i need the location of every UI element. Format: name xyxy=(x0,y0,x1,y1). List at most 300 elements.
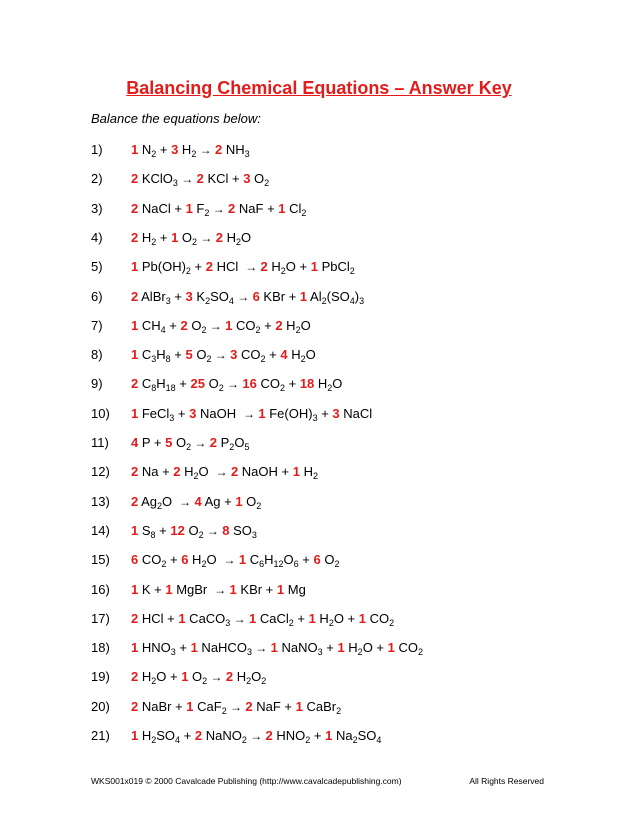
coefficient: 2 xyxy=(131,229,139,245)
coefficient: 6 xyxy=(252,288,260,304)
coefficient: 1 xyxy=(178,610,186,626)
formula-text: O + xyxy=(362,640,388,656)
formula-text: CH xyxy=(138,317,161,333)
equation-number: 12) xyxy=(91,464,110,480)
page-title: Balancing Chemical Equations – Answer Key xyxy=(126,78,512,98)
formula-text: NaF + xyxy=(252,698,296,714)
formula-text: O xyxy=(300,317,311,333)
subscript: 2 xyxy=(255,324,261,335)
equation-number: 10) xyxy=(91,405,110,421)
reaction-arrow-icon: → xyxy=(246,729,266,743)
formula-text: KBr + xyxy=(236,581,277,597)
subscript: 2 xyxy=(241,735,247,745)
subscript: 2 xyxy=(260,354,266,365)
formula-text: C xyxy=(246,552,260,568)
subscript: 12 xyxy=(273,559,284,570)
equation-body xyxy=(131,140,250,160)
reaction-arrow-icon: → xyxy=(203,523,223,538)
subscript: 2 xyxy=(295,324,301,335)
formula-text: SO xyxy=(156,728,176,743)
formula-text: NaOH + xyxy=(238,464,293,480)
formula-text: + xyxy=(317,405,333,421)
equation-body xyxy=(131,492,261,512)
subscript: 2 xyxy=(327,383,333,394)
reaction-arrow-icon: → xyxy=(206,318,226,333)
equation-number: 3) xyxy=(91,200,103,216)
equation-row xyxy=(0,580,638,600)
subscript: 3 xyxy=(172,178,178,189)
formula-text: + xyxy=(180,728,195,743)
equation-body xyxy=(131,316,311,336)
formula-text: KBr + xyxy=(259,288,300,304)
subscript: 2 xyxy=(151,735,157,745)
coefficient: 2 xyxy=(196,171,204,187)
formula-text: H xyxy=(287,347,301,363)
coefficient: 1 xyxy=(165,581,173,597)
subscript: 2 xyxy=(193,471,199,482)
instructions-text: Balance the equations below: xyxy=(91,111,261,126)
formula-text: + xyxy=(174,405,190,421)
formula-text: NaCl + xyxy=(138,200,186,216)
formula-text: + xyxy=(175,640,191,656)
subscript: 2 xyxy=(229,442,235,452)
subscript: 2 xyxy=(312,471,318,482)
equation-body xyxy=(131,580,306,600)
subscript: 3 xyxy=(246,647,252,658)
equation-body xyxy=(131,667,266,687)
coefficient: 4 xyxy=(194,493,202,509)
subscript: 4 xyxy=(376,735,382,745)
formula-text: PbCl xyxy=(317,259,350,275)
coefficient: 1 xyxy=(295,698,303,714)
formula-text: P xyxy=(217,435,230,450)
coefficient: 1 xyxy=(229,581,237,597)
subscript: 3 xyxy=(359,295,365,306)
coefficient: 6 xyxy=(131,552,139,568)
subscript: 2 xyxy=(201,324,207,335)
formula-text: + xyxy=(293,610,309,626)
reaction-arrow-icon: → xyxy=(233,289,253,304)
equation-body xyxy=(131,404,372,424)
coefficient: 12 xyxy=(170,522,185,538)
coefficient: 1 xyxy=(337,640,345,656)
coefficient: 1 xyxy=(181,669,189,685)
coefficient: 2 xyxy=(215,142,223,157)
formula-text: O + xyxy=(285,259,311,275)
subscript: 2 xyxy=(328,617,334,628)
formula-text: AlBr xyxy=(138,288,166,304)
coefficient: 1 xyxy=(131,728,139,743)
subscript: 4 xyxy=(228,295,234,306)
formula-text: O xyxy=(188,669,203,685)
formula-text: CaCO xyxy=(185,610,226,626)
equation-row xyxy=(0,169,638,189)
coefficient: 4 xyxy=(131,435,139,450)
subscript: 2 xyxy=(205,295,211,306)
formula-text: KCl + xyxy=(203,171,244,187)
equation-body xyxy=(131,726,381,746)
subscript: 2 xyxy=(279,383,285,394)
coefficient: 2 xyxy=(260,259,268,275)
subscript: 3 xyxy=(170,647,176,658)
coefficient: 1 xyxy=(248,610,257,626)
formula-text: + xyxy=(170,347,186,363)
subscript: 8 xyxy=(165,354,171,365)
coefficient: 2 xyxy=(131,200,139,216)
coefficient: 1 xyxy=(131,581,139,597)
equation-row xyxy=(0,609,638,629)
coefficient: 1 xyxy=(131,405,139,421)
formula-text: NaNO xyxy=(202,728,242,743)
equation-body xyxy=(131,228,251,248)
formula-text: CaCl xyxy=(256,610,289,626)
formula-text: CO xyxy=(237,347,261,363)
formula-text: NaCl xyxy=(339,405,373,421)
equation-row xyxy=(0,697,638,717)
coefficient: 3 xyxy=(171,142,179,157)
reaction-arrow-icon: → xyxy=(210,582,230,597)
equation-body xyxy=(131,199,306,219)
subscript: 2 xyxy=(218,383,224,394)
formula-text: O + xyxy=(333,610,359,626)
coefficient: 1 xyxy=(131,317,139,333)
equation-number: 19) xyxy=(91,669,110,685)
equation-row xyxy=(0,550,638,570)
coefficient: 2 xyxy=(173,464,181,480)
subscript: 3 xyxy=(225,617,231,628)
equation-body xyxy=(131,169,269,189)
formula-text: Na + xyxy=(138,464,174,480)
formula-text: O xyxy=(250,171,265,187)
formula-text: O xyxy=(240,229,252,245)
formula-text: H xyxy=(267,259,281,275)
formula-text: O xyxy=(283,552,294,568)
formula-text: Na xyxy=(332,728,353,743)
reaction-arrow-icon: → xyxy=(223,377,243,392)
coefficient: 1 xyxy=(190,640,198,656)
subscript: 6 xyxy=(259,559,265,570)
coefficient: 1 xyxy=(235,493,243,509)
formula-text: HCl xyxy=(212,259,242,275)
coefficient: 1 xyxy=(276,581,285,597)
coefficient: 1 xyxy=(299,288,308,304)
equation-row xyxy=(0,199,638,219)
reaction-arrow-icon: → xyxy=(177,172,197,187)
formula-text: NH xyxy=(222,142,245,157)
subscript: 2 xyxy=(321,295,327,306)
equation-number: 7) xyxy=(91,317,103,333)
equation-row xyxy=(0,462,638,482)
coefficient: 2 xyxy=(265,728,273,743)
equation-row xyxy=(0,433,638,453)
coefficient: 1 xyxy=(225,317,233,333)
coefficient: 2 xyxy=(205,259,213,275)
coefficient: 2 xyxy=(180,317,188,333)
subscript: 2 xyxy=(417,647,423,658)
equation-body xyxy=(131,521,257,541)
formula-text: + xyxy=(155,522,171,538)
coefficient: 1 xyxy=(131,522,139,538)
formula-text: H xyxy=(180,464,194,480)
coefficient: 6 xyxy=(181,552,189,568)
formula-text: O xyxy=(184,522,199,538)
footer-rights: All Rights Reserved xyxy=(469,776,544,786)
formula-text: CaF xyxy=(193,698,222,714)
subscript: 2 xyxy=(336,705,342,716)
equation-row xyxy=(0,667,638,687)
coefficient: 1 xyxy=(278,200,286,216)
footer-copyright: WKS001x019 © 2000 Cavalcade Publishing (http://www.cavalcadepublishing.com) xyxy=(91,776,402,786)
subscript: 2 xyxy=(206,354,212,365)
formula-text: + xyxy=(156,142,172,157)
equation-row xyxy=(0,228,638,248)
subscript: 2 xyxy=(201,559,207,570)
subscript: 18 xyxy=(165,383,176,394)
equation-number: 17) xyxy=(91,610,110,626)
equation-number: 18) xyxy=(91,640,110,656)
coefficient: 1 xyxy=(238,552,247,568)
equation-row xyxy=(0,140,638,160)
formula-text: CO xyxy=(138,552,162,568)
formula-text: + xyxy=(156,229,172,245)
formula-text: + xyxy=(170,288,186,304)
formula-text: + xyxy=(265,347,281,363)
subscript: 6 xyxy=(293,559,299,570)
equation-number: 14) xyxy=(91,522,110,538)
coefficient: 1 xyxy=(258,405,266,421)
equation-row xyxy=(0,257,638,277)
subscript: 2 xyxy=(191,149,197,159)
reaction-arrow-icon: → xyxy=(209,201,229,216)
formula-text: FeCl xyxy=(138,405,170,421)
equation-body xyxy=(131,287,364,307)
reaction-arrow-icon: → xyxy=(241,260,261,275)
formula-text: H xyxy=(138,728,152,743)
coefficient: 3 xyxy=(230,347,238,363)
subscript: 3 xyxy=(169,412,175,423)
equation-body xyxy=(131,257,355,277)
equation-row xyxy=(0,316,638,336)
subscript: 8 xyxy=(151,383,157,394)
formula-text: H xyxy=(264,552,274,568)
formula-text: + xyxy=(166,552,182,568)
formula-text: H xyxy=(233,669,247,685)
subscript: 2 xyxy=(305,735,311,745)
formula-text: + xyxy=(260,317,276,333)
subscript: 3 xyxy=(251,529,257,540)
coefficient: 8 xyxy=(222,522,230,538)
subscript: 2 xyxy=(202,676,208,687)
formula-text: H xyxy=(344,640,358,656)
reaction-arrow-icon: → xyxy=(191,436,210,450)
subscript: 2 xyxy=(161,559,167,570)
formula-text: NaNO xyxy=(277,640,318,656)
equation-body xyxy=(131,550,339,570)
reaction-arrow-icon: → xyxy=(175,494,195,509)
formula-text: O xyxy=(234,435,245,450)
coefficient: 2 xyxy=(225,669,234,685)
subscript: 2 xyxy=(221,705,227,716)
reaction-arrow-icon: → xyxy=(196,143,215,157)
coefficient: 2 xyxy=(131,669,139,685)
equation-body xyxy=(131,638,423,658)
coefficient: 1 xyxy=(171,229,179,245)
formula-text: Ag xyxy=(138,493,158,509)
coefficient: 1 xyxy=(387,640,395,656)
subscript: 2 xyxy=(151,236,157,247)
formula-text: CO xyxy=(256,376,280,392)
formula-text: O xyxy=(162,493,176,509)
subscript: 2 xyxy=(357,647,363,658)
formula-text: C xyxy=(138,347,152,363)
equation-number: 1) xyxy=(91,142,103,157)
subscript: 3 xyxy=(151,354,157,365)
equation-body xyxy=(131,697,341,717)
formula-text: O xyxy=(320,552,335,568)
formula-text: NaBr + xyxy=(138,698,187,714)
formula-text: CaBr xyxy=(302,698,337,714)
coefficient: 3 xyxy=(243,171,251,187)
coefficient: 16 xyxy=(242,376,257,392)
subscript: 2 xyxy=(185,266,191,277)
equation-row xyxy=(0,726,638,746)
formula-text: H xyxy=(156,347,166,363)
coefficient: 1 xyxy=(308,610,316,626)
subscript: 2 xyxy=(349,266,355,277)
coefficient: 2 xyxy=(131,698,139,714)
formula-text: O xyxy=(192,347,207,363)
subscript: 2 xyxy=(192,236,198,247)
formula-text: S xyxy=(138,522,151,538)
formula-text: O xyxy=(178,229,193,245)
formula-text: O xyxy=(198,464,213,480)
formula-text: HCl + xyxy=(138,610,179,626)
formula-text: O xyxy=(332,376,343,392)
formula-text: H xyxy=(314,376,328,392)
formula-text: O xyxy=(305,347,316,363)
formula-text: SO xyxy=(229,522,252,538)
coefficient: 2 xyxy=(228,200,236,216)
equation-row xyxy=(0,287,638,307)
formula-text: K + xyxy=(138,581,166,597)
subscript: 4 xyxy=(349,295,355,306)
subscript: 5 xyxy=(244,442,250,452)
formula-text: NaOH xyxy=(196,405,240,421)
equation-number: 16) xyxy=(91,581,110,597)
subscript: 2 xyxy=(280,266,286,277)
formula-text: H xyxy=(222,229,236,245)
formula-text: (SO xyxy=(326,288,350,304)
formula-text: O xyxy=(242,493,257,509)
coefficient: 3 xyxy=(185,288,193,304)
coefficient: 2 xyxy=(131,171,139,187)
formula-text: NaHCO xyxy=(197,640,247,656)
coefficient: 1 xyxy=(310,259,318,275)
formula-text: Mg xyxy=(284,581,306,597)
formula-text: O + xyxy=(156,669,182,685)
subscript: 2 xyxy=(288,617,294,628)
coefficient: 5 xyxy=(185,347,193,363)
equation-row xyxy=(0,404,638,424)
equation-number: 11) xyxy=(91,435,109,450)
formula-text: H xyxy=(282,317,296,333)
formula-text: Al xyxy=(307,288,322,304)
coefficient: 3 xyxy=(189,405,197,421)
coefficient: 1 xyxy=(270,640,278,656)
equation-number: 4) xyxy=(91,229,103,245)
equation-row xyxy=(0,492,638,512)
formula-text: H xyxy=(156,376,166,392)
subscript: 2 xyxy=(246,676,252,687)
coefficient: 18 xyxy=(299,376,315,392)
equation-row xyxy=(0,374,638,394)
coefficient: 1 xyxy=(131,640,139,656)
coefficient: 6 xyxy=(313,552,321,568)
formula-text: O xyxy=(172,435,187,450)
coefficient: 1 xyxy=(358,610,366,626)
coefficient: 1 xyxy=(186,698,194,714)
equation-row xyxy=(0,345,638,365)
formula-text: + xyxy=(322,640,338,656)
coefficient: 2 xyxy=(230,464,239,480)
formula-text: NaF + xyxy=(235,200,279,216)
equation-body xyxy=(131,462,318,482)
equation-number: 15) xyxy=(91,552,110,568)
formula-text: + xyxy=(165,317,181,333)
subscript: 3 xyxy=(312,412,318,423)
coefficient: 2 xyxy=(275,317,283,333)
formula-text: H xyxy=(188,552,202,568)
reaction-arrow-icon: → xyxy=(220,553,239,568)
formula-text: + xyxy=(284,376,300,392)
formula-text: O xyxy=(204,376,219,392)
reaction-arrow-icon: → xyxy=(239,406,259,421)
equation-body xyxy=(131,374,342,394)
coefficient: 25 xyxy=(190,376,205,392)
equation-number: 6) xyxy=(91,288,103,304)
subscript: 3 xyxy=(165,295,171,306)
formula-text: + xyxy=(190,259,206,275)
coefficient: 1 xyxy=(292,464,300,480)
coefficient: 4 xyxy=(280,347,288,363)
coefficient: 1 xyxy=(185,200,193,216)
formula-text: MgBr xyxy=(172,581,211,597)
formula-text: + xyxy=(310,728,326,743)
subscript: 2 xyxy=(235,236,241,247)
coefficient: 2 xyxy=(245,698,253,714)
reaction-arrow-icon: → xyxy=(207,670,226,685)
subscript: 4 xyxy=(160,324,166,335)
equation-body xyxy=(131,433,249,453)
subscript: 3 xyxy=(317,647,323,658)
coefficient: 1 xyxy=(131,347,139,363)
subscript: 2 xyxy=(186,442,192,452)
equation-body xyxy=(131,345,316,365)
reaction-arrow-icon: → xyxy=(230,611,249,626)
formula-text: CO xyxy=(232,317,256,333)
formula-text: C xyxy=(138,376,152,392)
formula-text: SO xyxy=(210,288,229,304)
formula-text: SO xyxy=(357,728,377,743)
coefficient: 2 xyxy=(194,728,203,743)
formula-text: + xyxy=(175,376,191,392)
formula-text: Pb(OH) xyxy=(138,259,186,275)
equation-number: 2) xyxy=(91,171,103,187)
formula-text: Cl xyxy=(285,200,302,216)
reaction-arrow-icon: → xyxy=(226,699,246,714)
formula-text: KClO xyxy=(138,171,173,187)
subscript: 2 xyxy=(198,529,204,540)
